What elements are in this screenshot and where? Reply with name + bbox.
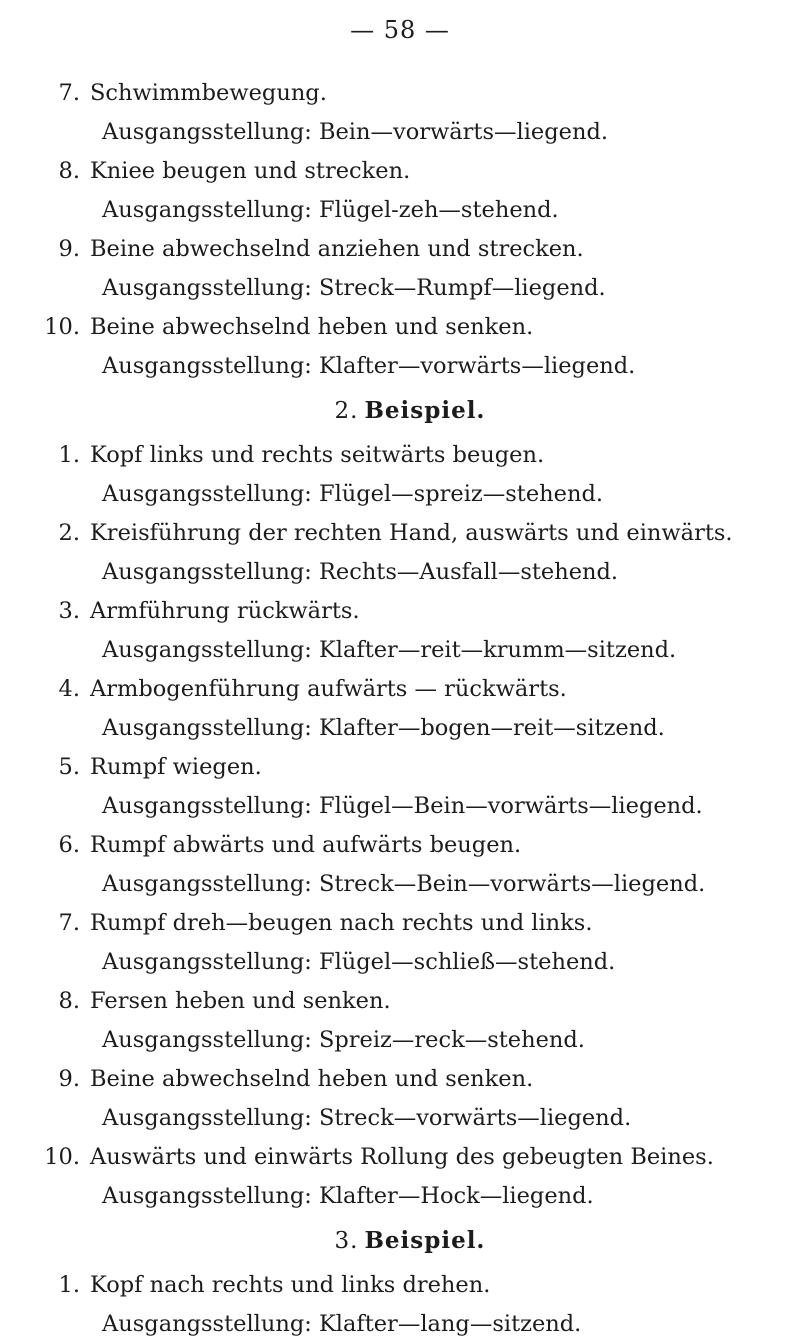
exercise-text: Auswärts und einwärts Rollung des gebeugten Beines.	[90, 1144, 714, 1170]
exercise-item	[40, 904, 780, 982]
exercise-text: Armführung rückwärts.	[90, 598, 360, 624]
item-number: 10.	[44, 1144, 80, 1170]
heading-number: 2.	[334, 398, 359, 424]
heading-number: 3.	[334, 1228, 359, 1254]
heading-title: Beispiel.	[364, 1227, 486, 1254]
exercise-text: Fersen heben und senken.	[90, 988, 391, 1014]
exercise-text: Rumpf wiegen.	[90, 754, 262, 780]
item-number: 3.	[58, 598, 80, 624]
exercise-item	[40, 1138, 780, 1216]
starting-position: Ausgangsstellung: Flügel—spreiz—stehend.	[102, 481, 603, 507]
item-number: 7.	[58, 910, 80, 936]
item-number: 4.	[58, 676, 80, 702]
exercise-item	[40, 592, 780, 670]
item-number: 2.	[58, 520, 80, 546]
section-heading-3	[40, 1220, 780, 1262]
item-number: 7.	[58, 80, 80, 106]
exercise-text: Beine abwechselnd anziehen und strecken.	[90, 236, 584, 262]
exercise-text: Kniee beugen und strecken.	[90, 158, 411, 184]
starting-position: Ausgangsstellung: Bein—vorwärts—liegend.	[102, 119, 608, 145]
exercise-text: Kreisführung der rechten Hand, auswärts und einwärts.	[90, 520, 733, 546]
starting-position: Ausgangsstellung: Streck—Rumpf—liegend.	[102, 275, 606, 301]
starting-position: Ausgangsstellung: Klafter—reit—krumm—sitzend.	[102, 637, 677, 663]
exercise-item	[40, 670, 780, 748]
page-number: — 58 —	[350, 16, 450, 44]
item-number: 6.	[58, 832, 80, 858]
page-body	[40, 74, 780, 1344]
starting-position: Ausgangsstellung: Flügel—schließ—stehend.	[102, 949, 616, 975]
exercise-item	[40, 1060, 780, 1138]
starting-position: Ausgangsstellung: Rechts—Ausfall—stehend.	[102, 559, 619, 585]
exercise-item	[40, 230, 780, 308]
item-number: 1.	[58, 1272, 80, 1298]
starting-position: Ausgangsstellung: Klafter—vorwärts—liegend.	[102, 353, 636, 379]
starting-position: Ausgangsstellung: Klafter—Hock—liegend.	[102, 1183, 594, 1209]
exercise-text: Rumpf dreh—beugen nach rechts und links.	[90, 910, 593, 936]
item-number: 9.	[58, 236, 80, 262]
exercise-item	[40, 514, 780, 592]
starting-position: Ausgangsstellung: Klafter—bogen—reit—sitzend.	[102, 715, 665, 741]
item-number: 9.	[58, 1066, 80, 1092]
section-1-list	[40, 74, 780, 386]
exercise-item	[40, 436, 780, 514]
section-3-list	[40, 1266, 780, 1344]
heading-title: Beispiel.	[364, 397, 486, 424]
exercise-text: Armbogenführung aufwärts — rückwärts.	[90, 676, 567, 702]
exercise-text: Schwimmbewegung.	[90, 80, 327, 106]
starting-position: Ausgangsstellung: Streck—Bein—vorwärts—liegend.	[102, 871, 706, 897]
item-number: 5.	[58, 754, 80, 780]
exercise-item	[40, 826, 780, 904]
exercise-item	[40, 1266, 780, 1344]
item-number: 1.	[58, 442, 80, 468]
exercise-text: Rumpf abwärts und aufwärts beugen.	[90, 832, 522, 858]
item-number: 10.	[44, 314, 80, 340]
section-2-list	[40, 436, 780, 1216]
item-number: 8.	[58, 158, 80, 184]
starting-position: Ausgangsstellung: Flügel—Bein—vorwärts—liegend.	[102, 793, 703, 819]
starting-position: Ausgangsstellung: Streck—vorwärts—liegend.	[102, 1105, 632, 1131]
exercise-item	[40, 74, 780, 152]
starting-position: Ausgangsstellung: Klafter—lang—sitzend.	[102, 1311, 582, 1337]
starting-position: Ausgangsstellung: Spreiz—reck—stehend.	[102, 1027, 585, 1053]
exercise-item	[40, 748, 780, 826]
exercise-text: Kopf nach rechts und links drehen.	[90, 1272, 491, 1298]
exercise-item	[40, 982, 780, 1060]
exercise-text: Beine abwechselnd heben und senken.	[90, 1066, 534, 1092]
starting-position: Ausgangsstellung: Flügel-zeh—stehend.	[102, 197, 559, 223]
exercise-item	[40, 152, 780, 230]
exercise-item	[40, 308, 780, 386]
item-number: 8.	[58, 988, 80, 1014]
section-heading-2	[40, 390, 780, 432]
exercise-text: Beine abwechselnd heben und senken.	[90, 314, 534, 340]
exercise-text: Kopf links und rechts seitwärts beugen.	[90, 442, 545, 468]
